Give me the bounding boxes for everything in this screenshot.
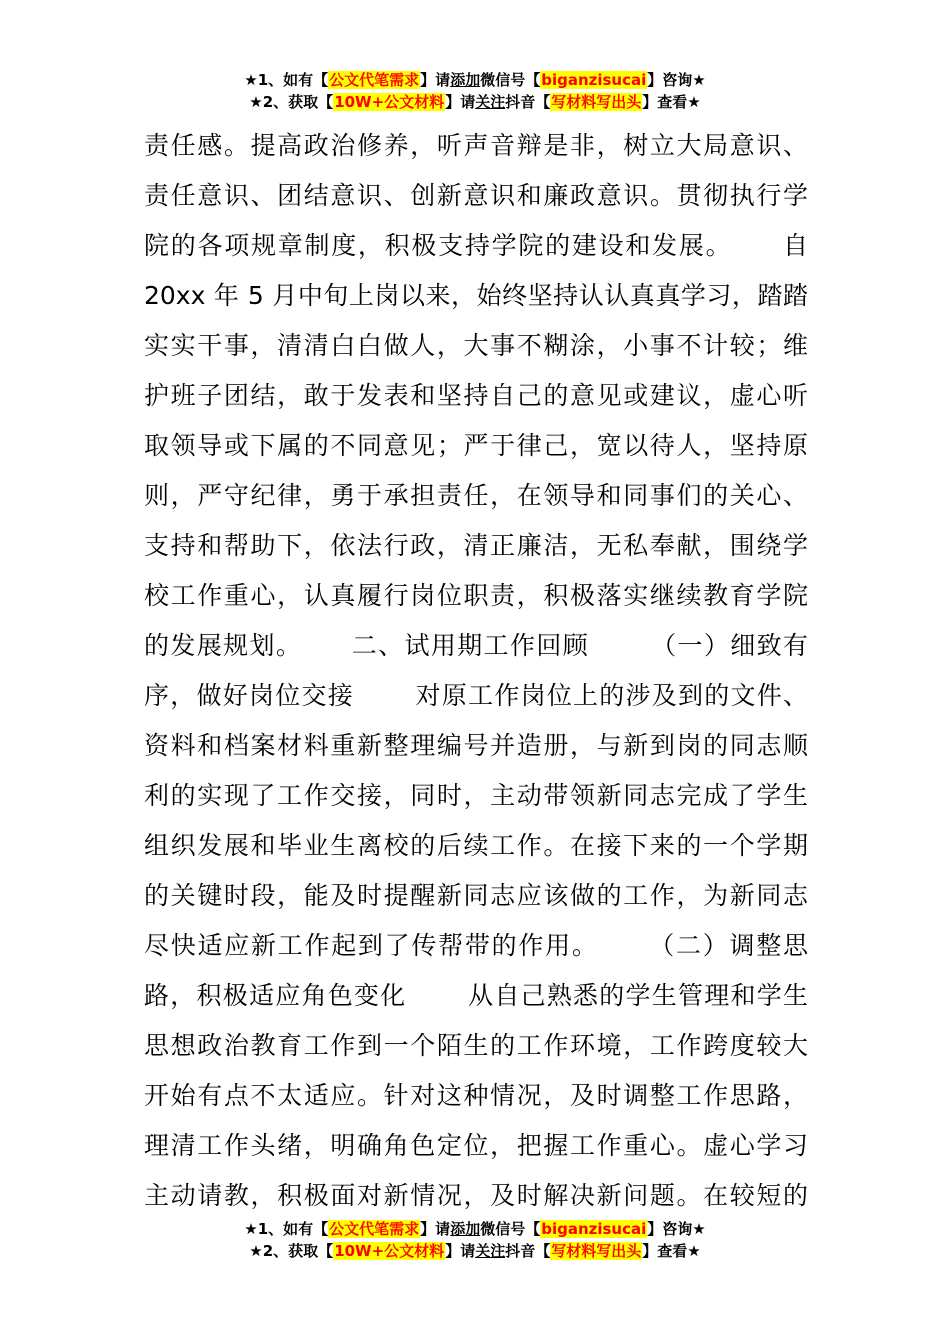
- banner-underline-text: 关注: [475, 1242, 506, 1260]
- body-line: 20xx 年 5 月中旬上岗以来，始终坚持认认真真学习，踏踏: [144, 281, 808, 310]
- body-line: 理清工作头绪，明确角色定位，把握工作重心。虚心学习: [144, 1131, 808, 1160]
- banner-text: 】查看★: [642, 93, 701, 111]
- body-line: 取领导或下属的不同意见；严于律己，宽以待人，坚持原: [144, 431, 808, 460]
- banner-underline-text: 添加: [450, 71, 481, 89]
- body-line: 资料和档案材料重新整理编号并造册，与新到岗的同志顺: [144, 731, 808, 760]
- body-line: 责任感。提高政治修养，听声音辩是非，树立大局意识、: [144, 131, 808, 160]
- body-line: 主动请教，积极面对新情况，及时解决新问题。在较短的: [144, 1181, 808, 1210]
- banner-text: ★1、如有【: [244, 1220, 329, 1238]
- banner-line-1: [0, 69, 950, 91]
- footer-banner: [0, 1218, 950, 1262]
- banner-highlight: 公文代笔需求: [329, 1220, 420, 1238]
- body-line: 责任意识、团结意识、创新意识和廉政意识。贯彻执行学: [144, 181, 808, 210]
- banner-highlight: 10W+公文材料: [334, 93, 445, 111]
- body-line: 护班子团结，敢于发表和坚持自己的意见或建议，虚心听: [144, 381, 808, 410]
- body-line: 院的各项规章制度，积极支持学院的建设和发展。 自: [144, 231, 808, 260]
- body-line: 的关键时段，能及时提醒新同志应该做的工作，为新同志: [144, 881, 808, 910]
- body-line: 则，严守纪律，勇于承担责任，在领导和同事们的关心、: [144, 481, 808, 510]
- banner-text: 】请: [445, 1242, 476, 1260]
- banner-line-1: [0, 1218, 950, 1240]
- body-line: 开始有点不太适应。针对这种情况，及时调整工作思路，: [144, 1081, 808, 1110]
- banner-text: ★1、如有【: [244, 71, 329, 89]
- document-body: [144, 121, 808, 1221]
- body-line: 的发展规划。 二、试用期工作回顾 （一）细致有: [144, 631, 808, 660]
- header-banner: [0, 69, 950, 113]
- body-line: 组织发展和毕业生离校的后续工作。在接下来的一个学期: [144, 831, 808, 860]
- banner-text: 】请: [420, 1220, 451, 1238]
- banner-highlight: 公文代笔需求: [329, 71, 420, 89]
- banner-text: 】请: [420, 71, 451, 89]
- banner-line-2: [0, 1240, 950, 1262]
- banner-text: ★2、获取【: [249, 1242, 334, 1260]
- body-line: 利的实现了工作交接，同时，主动带领新同志完成了学生: [144, 781, 808, 810]
- banner-underline-text: 添加: [450, 1220, 481, 1238]
- body-line: 实实干事，清清白白做人，大事不糊涂，小事不计较；维: [144, 331, 808, 360]
- banner-text: 】查看★: [642, 1242, 701, 1260]
- banner-text: 抖音【: [505, 1242, 551, 1260]
- banner-text: 】请: [445, 93, 476, 111]
- banner-text: 微信号【: [480, 1220, 541, 1238]
- banner-underline-text: 关注: [475, 93, 506, 111]
- banner-text: 微信号【: [480, 71, 541, 89]
- banner-highlight: 10W+公文材料: [334, 1242, 445, 1260]
- banner-text: 】咨询★: [647, 71, 706, 89]
- banner-highlight: 写材料写出头: [551, 93, 642, 111]
- body-line: 支持和帮助下，依法行政，清正廉洁，无私奉献，围绕学: [144, 531, 808, 560]
- body-line: 尽快适应新工作起到了传帮带的作用。 （二）调整思: [144, 931, 808, 960]
- banner-text: 】咨询★: [647, 1220, 706, 1238]
- body-line: 路，积极适应角色变化 从自己熟悉的学生管理和学生: [144, 981, 808, 1010]
- body-line: 序，做好岗位交接 对原工作岗位上的涉及到的文件、: [144, 681, 808, 710]
- body-line: 校工作重心，认真履行岗位职责，积极落实继续教育学院: [144, 581, 808, 610]
- body-line: 思想政治教育工作到一个陌生的工作环境，工作跨度较大: [144, 1031, 808, 1060]
- banner-line-2: [0, 91, 950, 113]
- banner-highlight: 写材料写出头: [551, 1242, 642, 1260]
- banner-text: 抖音【: [505, 93, 551, 111]
- banner-highlight: biganzisucai: [541, 71, 647, 89]
- banner-highlight: biganzisucai: [541, 1220, 647, 1238]
- banner-text: ★2、获取【: [249, 93, 334, 111]
